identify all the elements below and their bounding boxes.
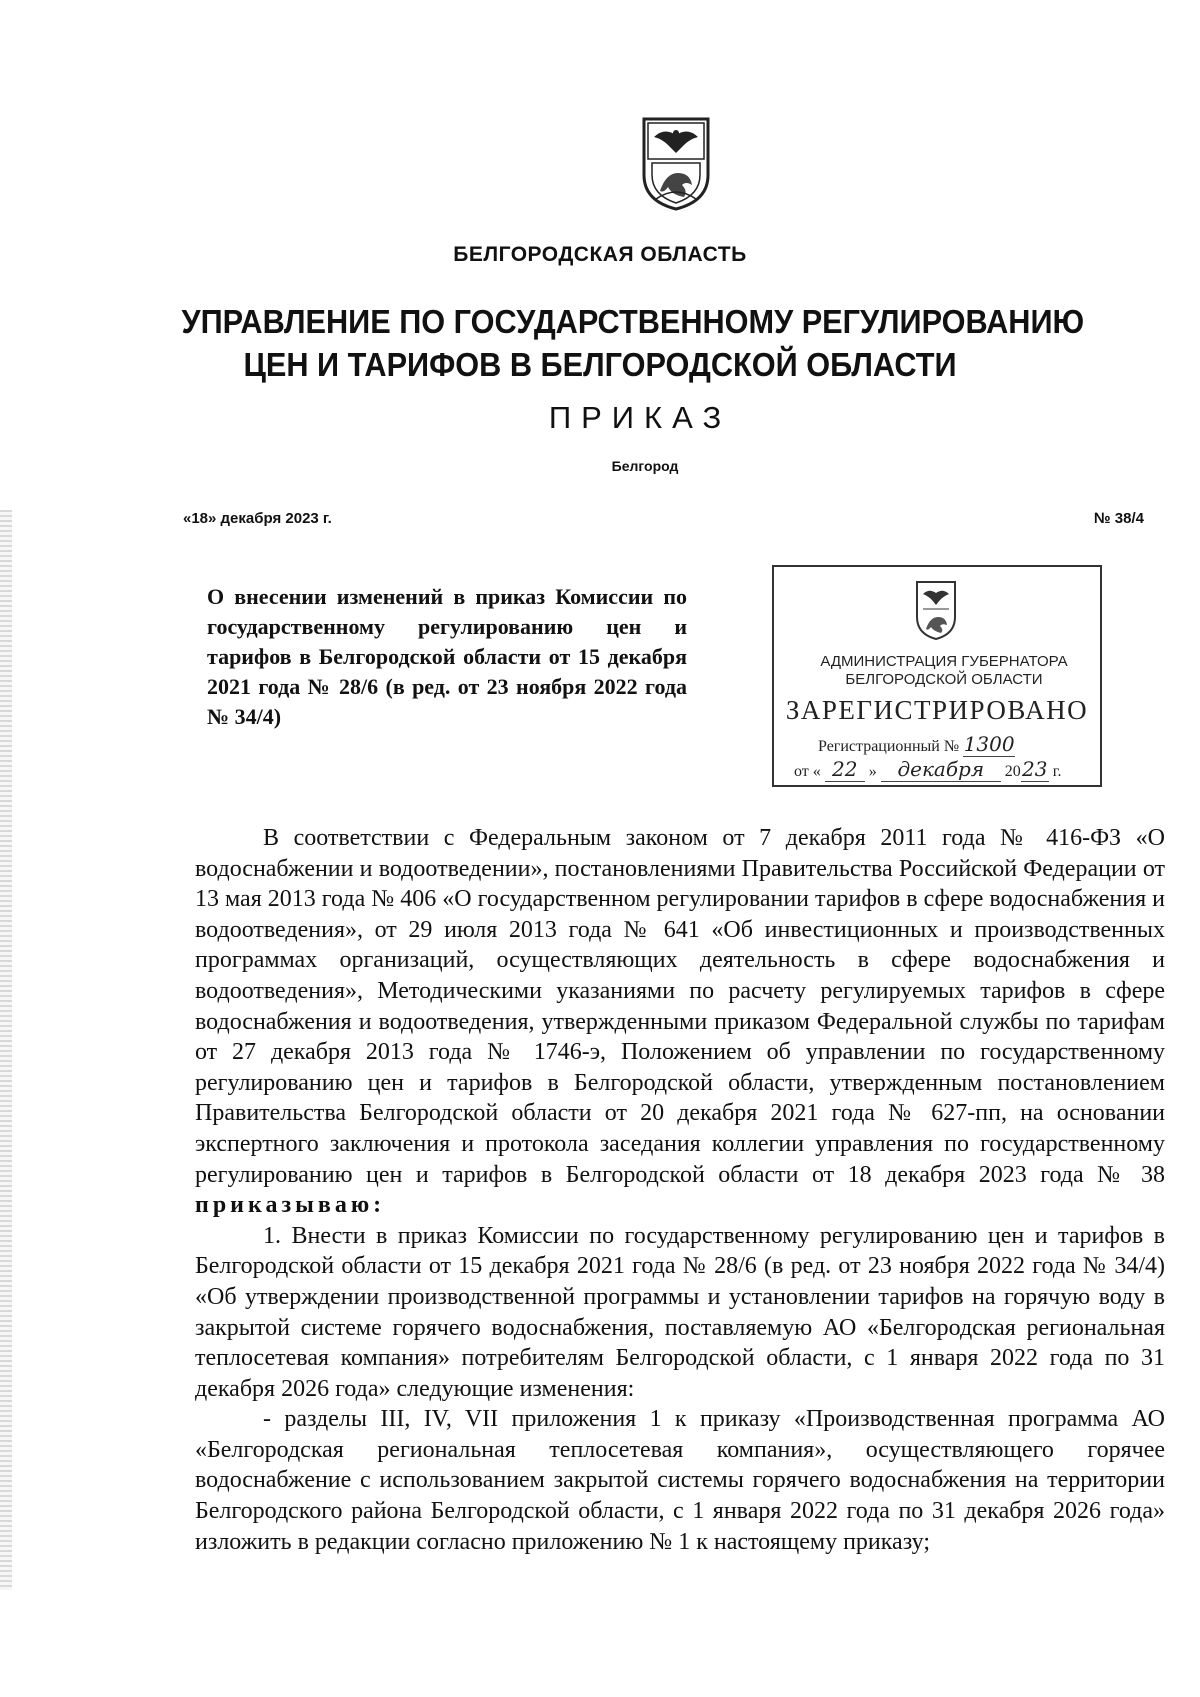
stamp-reg-label: Регистрационный № [818, 738, 960, 755]
document-type: ПРИКАЗ [548, 400, 732, 435]
document-date: «18» декабря 2023 г. [183, 510, 332, 527]
stamp-reg-number-line [818, 732, 1015, 757]
stamp-coat-of-arms-icon [914, 579, 958, 641]
stamp-date-line [794, 757, 1062, 782]
stamp-admin-line1: АДМИНИСТРАЦИЯ ГУБЕРНАТОРА [820, 653, 1068, 670]
body-paragraph-1 [195, 823, 1165, 1221]
body-paragraph-3: - разделы III, IV, VII приложения 1 к приказу «Производственная программа АО «Белгородская региональная теплосетевая компания», осуществляющего горячее водоснабжение с использованием закрытой системы горячего водоснабжения на территории Белгородского района Белгородской области, с 1 января 2022 года по 31 декабря 2026 года» изложить в редакции согласно приложению № 1 к настоящему приказу; [195, 1406, 1165, 1555]
stamp-day: 22 [825, 757, 865, 782]
stamp-admin-line2: БЕЛГОРОДСКОЙ ОБЛАСТИ [845, 671, 1043, 688]
agency-title-line1: УПРАВЛЕНИЕ ПО ГОСУДАРСТВЕННОМУ РЕГУЛИРОВАНИЮ [181, 303, 1085, 340]
stamp-admin-label [774, 653, 1100, 689]
coat-of-arms-icon [640, 115, 712, 211]
document-subject: О внесении изменений в приказ Комиссии по государственному регулированию цен и тарифов в Белгородской области от 15 декабря 2021 года № 28/6 (в ред. от 23 ноября 2022 года № 34/4) [207, 584, 687, 729]
body-paragraph-1-text: В соответствии с Федеральным законом от 7 декабря 2011 года № 416-ФЗ «О водоснабжении и водоотведении», постановлениями Правительства Российской Федерации от 13 мая 2013 года № 406 «О государственном регулировании тарифов в сфере водоснабжения и водоотведения», от 29 июля 2013 года № 641 «Об инвестиционных и производственных программах организаций, осуществляющих деятельность в сфере водоснабжения и водоотведения», Методическими указаниями по расчету регулируемых тарифов в сфере водоснабжения и водоотведения, утвержденными приказом Федеральной службы по тарифам от 27 декабря 2013 года № 1746-э, Положением об управлении по государственному регулированию цен и тарифов в Белгородской области, утвержденным постановлением Правительства Белгородской области от 20 декабря 2021 года № 627-пп, на основании экспертного заключения и протокола заседания коллегии управления по государственному регулированию цен и тарифов в Белгородской области от 18 декабря 2023 года № 38 [195, 825, 1165, 1188]
stamp-registered: ЗАРЕГИСТРИРОВАНО [785, 695, 1089, 725]
order-verb: приказываю: [195, 1192, 386, 1219]
stamp-month: декабря [881, 757, 1001, 782]
stamp-year-suffix: 23 [1022, 757, 1048, 781]
city: Белгород [611, 458, 679, 474]
agency-title-line2: ЦЕН И ТАРИФОВ В БЕЛГОРОДСКОЙ ОБЛАСТИ [243, 346, 957, 383]
region-title: БЕЛГОРОДСКАЯ ОБЛАСТЬ [453, 243, 747, 266]
document-body [195, 823, 1165, 1557]
stamp-reg-number: 1300 [963, 732, 1015, 756]
stamp-year-end: г. [1052, 763, 1062, 780]
stamp-from-prefix: от « [794, 763, 821, 780]
stamp-from-mid: » [868, 763, 877, 780]
stamp-year-prefix: 20 [1004, 763, 1021, 780]
body-paragraph-2: 1. Внести в приказ Комиссии по государственному регулированию цен и тарифов в Белгородской области от 15 декабря 2021 года № 28/6 (в ред. от 23 ноября 2022 года № 34/4) «Об утверждении производственной программы и установлении тарифов на горячую воду в закрытой системе горячего водоснабжения, поставляемую АО «Белгородская региональная теплосетевая компания» потребителям Белгородской области, с 1 января 2022 года по 31 декабря 2026 года» следующие изменения: [195, 1222, 1165, 1402]
scan-edge-artifact [0, 510, 12, 1590]
registration-stamp [772, 565, 1102, 787]
agency-title [181, 300, 1085, 386]
document-number: № 38/4 [1093, 510, 1144, 527]
